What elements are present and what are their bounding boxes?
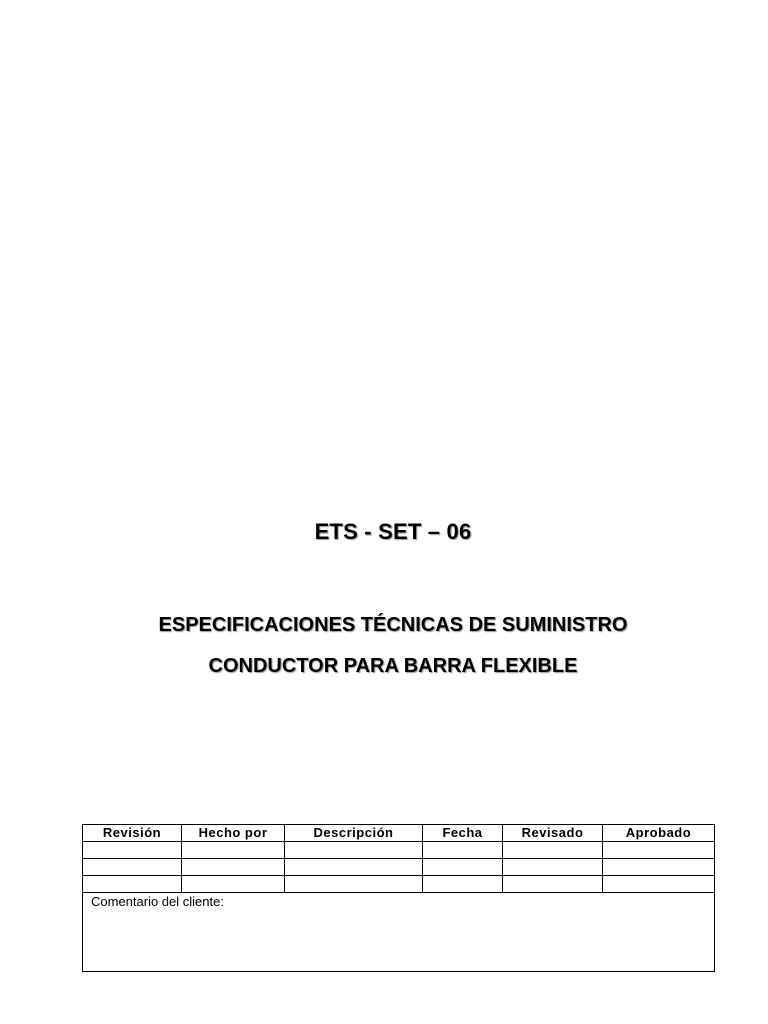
revision-table-header-row (83, 825, 715, 842)
table-cell (503, 876, 603, 893)
table-cell (182, 842, 285, 859)
table-cell (603, 842, 715, 859)
table-cell (285, 876, 423, 893)
document-title-line-2: CONDUCTOR PARA BARRA FLEXIBLE (208, 655, 578, 677)
document-title-line-1: ESPECIFICACIONES TÉCNICAS DE SUMINISTRO (158, 614, 628, 636)
table-cell (423, 876, 503, 893)
table-row (83, 842, 715, 859)
table-cell (285, 842, 423, 859)
table-cell (182, 859, 285, 876)
header-revisado: Revisado (503, 825, 603, 842)
table-row (83, 859, 715, 876)
header-hecho-por: Hecho por (182, 825, 285, 842)
table-cell (603, 876, 715, 893)
table-cell (423, 859, 503, 876)
document-code: ETS - SET – 06 (314, 519, 472, 544)
table-cell (503, 842, 603, 859)
table-cell (603, 859, 715, 876)
client-comment-label: Comentario del cliente: (91, 894, 224, 909)
table-cell (423, 842, 503, 859)
table-cell (83, 842, 182, 859)
comment-row (83, 893, 715, 972)
client-comment-field[interactable] (83, 893, 715, 972)
header-descripcion: Descripción (285, 825, 423, 842)
header-aprobado: Aprobado (603, 825, 715, 842)
table-cell (285, 859, 423, 876)
table-cell (182, 876, 285, 893)
table-cell (503, 859, 603, 876)
revision-table (82, 824, 715, 972)
table-cell (83, 859, 182, 876)
table-cell (83, 876, 182, 893)
header-fecha: Fecha (423, 825, 503, 842)
table-row (83, 876, 715, 893)
header-revision: Revisión (83, 825, 182, 842)
